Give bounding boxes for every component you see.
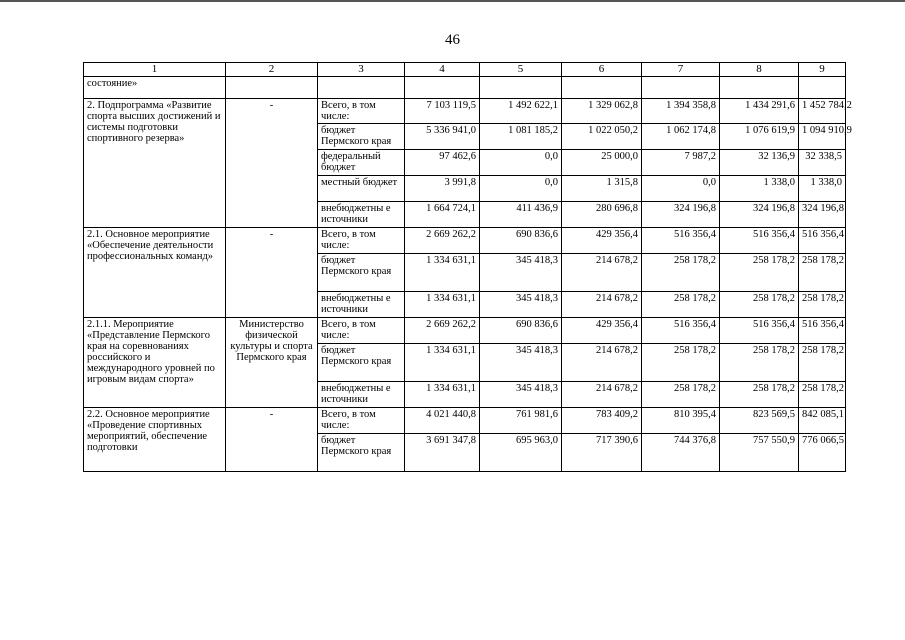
amount-cell: 516 356,4 [799, 318, 846, 344]
amount-cell: 324 196,8 [720, 202, 799, 228]
amount-cell: 32 136,9 [720, 150, 799, 176]
amount-cell: 258 178,2 [799, 344, 846, 382]
amount-cell: 717 390,6 [562, 434, 642, 472]
amount-cell: 345 418,3 [480, 344, 562, 382]
funding-source-cell: внебюджетны е источники [318, 382, 405, 408]
amount-cell: 1 315,8 [562, 176, 642, 202]
page-number: 46 [445, 32, 460, 48]
amount-cell: 0,0 [480, 150, 562, 176]
amount-cell: 1 334 631,1 [405, 292, 480, 318]
budget-table [83, 62, 852, 472]
amount-cell: 1 434 291,6 [720, 99, 799, 124]
funding-source-cell: бюджет Пермского края [318, 344, 405, 382]
table-header-row [84, 63, 846, 77]
amount-cell: 1 338,0 [720, 176, 799, 202]
funding-source-cell: Всего, в том числе: [318, 318, 405, 344]
continuation-text: состояние» [84, 77, 226, 99]
empty-cell [480, 77, 562, 99]
amount-cell: 744 376,8 [642, 434, 720, 472]
amount-cell: 280 696,8 [562, 202, 642, 228]
executor-cell: - [226, 99, 318, 228]
table-row [84, 99, 846, 124]
column-number-header: 2 [226, 63, 318, 77]
executor-cell: - [226, 408, 318, 472]
amount-cell: 1 492 622,1 [480, 99, 562, 124]
amount-cell: 258 178,2 [642, 344, 720, 382]
amount-cell: 7 103 119,5 [405, 99, 480, 124]
table-row [84, 77, 846, 99]
amount-cell: 783 409,2 [562, 408, 642, 434]
column-number-header: 1 [84, 63, 226, 77]
empty-cell [405, 77, 480, 99]
funding-source-cell: местный бюджет [318, 176, 405, 202]
amount-cell: 345 418,3 [480, 254, 562, 292]
funding-source-cell: внебюджетны е источники [318, 202, 405, 228]
amount-cell: 214 678,2 [562, 382, 642, 408]
amount-cell: 324 196,8 [642, 202, 720, 228]
funding-source-cell: Всего, в том числе: [318, 99, 405, 124]
column-number-header: 3 [318, 63, 405, 77]
table-row [84, 318, 846, 344]
amount-cell: 842 085,1 [799, 408, 846, 434]
table-row [84, 408, 846, 434]
amount-cell: 757 550,9 [720, 434, 799, 472]
amount-cell: 345 418,3 [480, 382, 562, 408]
amount-cell: 429 356,4 [562, 228, 642, 254]
funding-source-cell: бюджет Пермского края [318, 254, 405, 292]
amount-cell: 1 334 631,1 [405, 382, 480, 408]
amount-cell: 32 338,5 [799, 150, 846, 176]
amount-cell: 1 094 910,9 [799, 124, 846, 150]
amount-cell: 1 022 050,2 [562, 124, 642, 150]
amount-cell: 3 691 347,8 [405, 434, 480, 472]
amount-cell: 3 991,8 [405, 176, 480, 202]
funding-source-cell: внебюджетны е источники [318, 292, 405, 318]
amount-cell: 345 418,3 [480, 292, 562, 318]
amount-cell: 516 356,4 [720, 228, 799, 254]
amount-cell: 690 836,6 [480, 318, 562, 344]
amount-cell: 258 178,2 [720, 254, 799, 292]
amount-cell: 516 356,4 [799, 228, 846, 254]
amount-cell: 324 196,8 [799, 202, 846, 228]
executor-cell: - [226, 228, 318, 318]
page-top-edge [0, 0, 905, 2]
amount-cell: 214 678,2 [562, 254, 642, 292]
amount-cell: 258 178,2 [642, 292, 720, 318]
program-name-cell: 2.2. Основное мероприятие «Проведение спортивных мероприятий, обеспечение подготовки [84, 408, 226, 472]
funding-source-cell: федеральный бюджет [318, 150, 405, 176]
executor-cell: Министерство физической культуры и спорта Пермского края [226, 318, 318, 408]
amount-cell: 25 000,0 [562, 150, 642, 176]
amount-cell: 214 678,2 [562, 292, 642, 318]
amount-cell: 776 066,5 [799, 434, 846, 472]
empty-cell [226, 77, 318, 99]
amount-cell: 214 678,2 [562, 344, 642, 382]
column-number-header: 5 [480, 63, 562, 77]
amount-cell: 1 081 185,2 [480, 124, 562, 150]
empty-cell [642, 77, 720, 99]
amount-cell: 7 987,2 [642, 150, 720, 176]
amount-cell: 516 356,4 [642, 228, 720, 254]
funding-source-cell: бюджет Пермского края [318, 434, 405, 472]
amount-cell: 761 981,6 [480, 408, 562, 434]
program-name-cell: 2.1.1. Мероприятие «Представление Пермского края на соревнованиях российского и международного уровней по игровым видам спорта» [84, 318, 226, 408]
amount-cell: 5 336 941,0 [405, 124, 480, 150]
amount-cell: 258 178,2 [642, 254, 720, 292]
amount-cell: 2 669 262,2 [405, 228, 480, 254]
amount-cell: 516 356,4 [720, 318, 799, 344]
amount-cell: 1 664 724,1 [405, 202, 480, 228]
column-number-header: 4 [405, 63, 480, 77]
amount-cell: 1 338,0 [799, 176, 846, 202]
amount-cell: 429 356,4 [562, 318, 642, 344]
amount-cell: 516 356,4 [642, 318, 720, 344]
amount-cell: 1 452 784,2 [799, 99, 846, 124]
empty-cell [720, 77, 799, 99]
amount-cell: 258 178,2 [720, 344, 799, 382]
amount-cell: 97 462,6 [405, 150, 480, 176]
amount-cell: 411 436,9 [480, 202, 562, 228]
column-number-header: 9 [799, 63, 846, 77]
empty-cell [318, 77, 405, 99]
amount-cell: 1 329 062,8 [562, 99, 642, 124]
amount-cell: 0,0 [642, 176, 720, 202]
amount-cell: 1 334 631,1 [405, 344, 480, 382]
funding-source-cell: бюджет Пермского края [318, 124, 405, 150]
amount-cell: 2 669 262,2 [405, 318, 480, 344]
column-number-header: 6 [562, 63, 642, 77]
amount-cell: 695 963,0 [480, 434, 562, 472]
amount-cell: 1 334 631,1 [405, 254, 480, 292]
amount-cell: 258 178,2 [642, 382, 720, 408]
amount-cell: 810 395,4 [642, 408, 720, 434]
amount-cell: 1 394 358,8 [642, 99, 720, 124]
empty-cell [799, 77, 846, 99]
empty-cell [562, 77, 642, 99]
amount-cell: 690 836,6 [480, 228, 562, 254]
program-name-cell: 2.1. Основное мероприятие «Обеспечение деятельности профессиональных команд» [84, 228, 226, 318]
amount-cell: 258 178,2 [799, 382, 846, 408]
amount-cell: 1 076 619,9 [720, 124, 799, 150]
table-row [84, 228, 846, 254]
amount-cell: 0,0 [480, 176, 562, 202]
column-number-header: 7 [642, 63, 720, 77]
amount-cell: 823 569,5 [720, 408, 799, 434]
amount-cell: 258 178,2 [799, 254, 846, 292]
amount-cell: 258 178,2 [720, 292, 799, 318]
amount-cell: 1 062 174,8 [642, 124, 720, 150]
amount-cell: 258 178,2 [720, 382, 799, 408]
program-name-cell: 2. Подпрограмма «Развитие спорта высших достижений и системы подготовки спортивного резерва» [84, 99, 226, 228]
amount-cell: 258 178,2 [799, 292, 846, 318]
funding-source-cell: Всего, в том числе: [318, 408, 405, 434]
column-number-header: 8 [720, 63, 799, 77]
funding-source-cell: Всего, в том числе: [318, 228, 405, 254]
amount-cell: 4 021 440,8 [405, 408, 480, 434]
